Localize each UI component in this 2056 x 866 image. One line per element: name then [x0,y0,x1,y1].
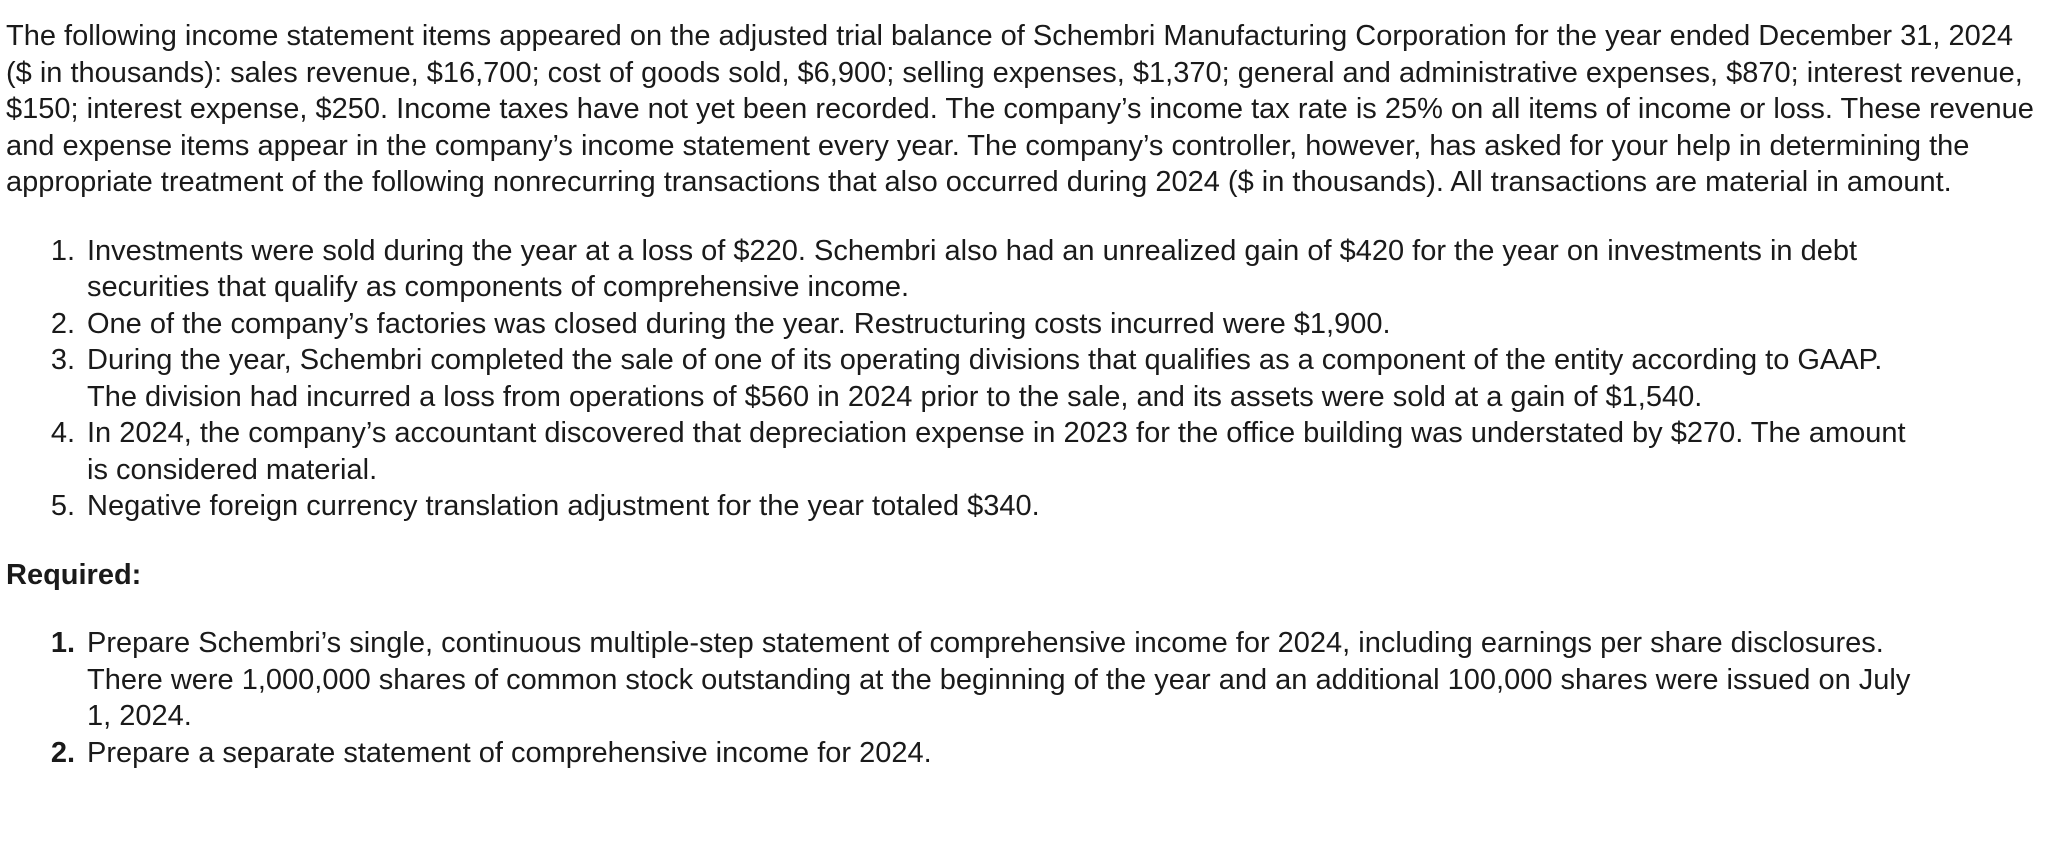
list-item [6,488,2040,525]
required-heading: Required: [6,558,142,591]
list-item-number: 2. [50,307,75,340]
required-item-number: 2. [50,736,75,769]
transactions-list [6,233,2040,525]
list-item [6,342,2040,415]
list-item-text: In 2024, the company’s accountant discovered that depreciation expense in 2023 for the office building was understated by $270. The amount is considered material. [87,417,1906,486]
list-item-number: 4. [50,417,75,449]
required-item-text: Prepare a separate statement of comprehensive income for 2024. [87,736,932,769]
list-item-number: 5. [50,490,75,522]
list-item [6,415,2040,488]
list-item-text: Negative foreign currency translation adjustment for the year totaled $340. [87,490,1040,522]
required-item [6,625,2040,735]
required-item-number: 1. [50,627,75,659]
list-item-text: Investments were sold during the year at a loss of $220. Schembri also had an unrealized gain of $420 for the year on investments in debt securities that qualify as components of comprehensive income. [87,234,1858,303]
required-list [6,625,2040,771]
required-item [6,735,2040,772]
list-item [6,233,2040,306]
list-item-number: 1. [50,234,75,267]
intro-paragraph: The following income statement items appeared on the adjusted trial balance of Schembri Manufacturing Corporation for the year ended December 31, 2024 ($ in thousands): sales revenue, $16,700; cost of goods sold, $6,900; selling expenses, $1,370; general and administrative expenses, $870; interest revenue, $150; interest expense, $250. Income taxes have not yet been recorded. The company’s income tax rate is 25% on all items of income or loss. These revenue and expense items appear in the company’s income statement every year. The company’s controller, however, has asked for your help in determining the appropriate treatment of the following nonrecurring transactions that also occurred during 2024 ($ in thousands). All transactions are material in amount. [6,20,2034,198]
list-item-number: 3. [50,344,75,376]
list-item-text: One of the company’s factories was closed during the year. Restructuring costs incurred were $1,900. [87,307,1391,340]
list-item [6,306,2040,343]
required-item-text: Prepare Schembri’s single, continuous multiple-step statement of comprehensive income for 2024, including earnings per share disclosures. There were 1,000,000 shares of common stock outstanding at the beginning of the year and an additional 100,000 shares were issued on July 1, 2024. [87,627,1911,732]
list-item-text: During the year, Schembri completed the sale of one of its operating divisions that qualifies as a component of the entity according to GAAP. The division had incurred a loss from operations of $560 in 2024 prior to the sale, and its assets were sold at a gain of $1,540. [87,344,1883,413]
